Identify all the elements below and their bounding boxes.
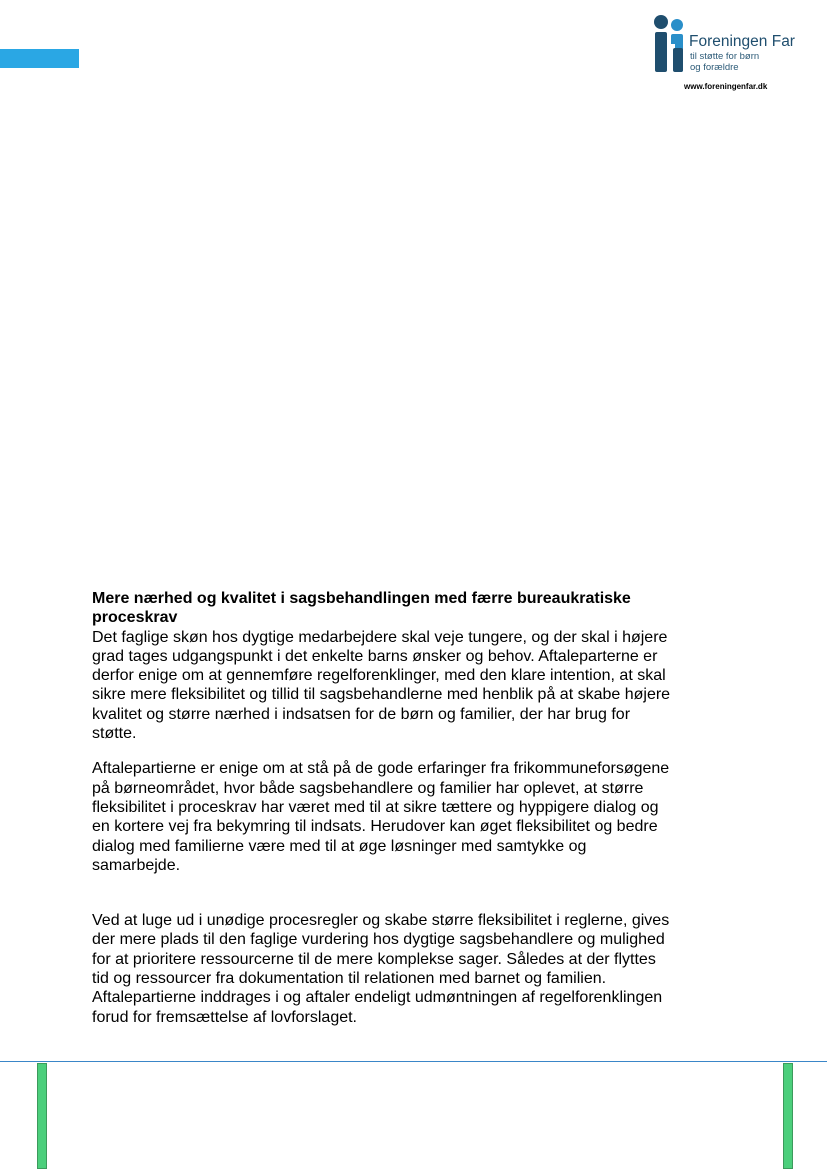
header-accent-bar xyxy=(0,49,79,68)
logo-subtitle-line1: til støtte for børn xyxy=(690,51,760,62)
paragraph: Det faglige skøn hos dygtige medarbejdere skal veje tungere, og der skal i højere grad tages udgangspunkt i det enkelte barns ønsker og behov. Aftaleparterne er derfor enige om at gennemføre regelforenklinger, med den klare intention, at skal sikre mere fleksibilitet og tillid til sagsbehandlerne med henblik på at skabe højere kvalitet og større nærhed i indsatsen for de børn og familier, der har brug for støtte. xyxy=(92,628,671,743)
logo-subtitle-line2: og forældre xyxy=(690,62,739,73)
paragraph: Ved at luge ud i unødige procesregler og skabe større fleksibilitet i reglerne, gives der mere plads til den faglige vurdering hos dygtige sagsbehandlere og mulighed for at prioritere ressourcerne til de mere komplekse sager. Således at der flyttes tid og ressourcer fra dokumentation til relationen med barnet og familien. Aftalepartierne inddrages i og aftaler endeligt udmøntningen af regelforenklingen forud for fremsættelse af lovforslaget. xyxy=(92,912,670,1026)
two-people-logo-icon xyxy=(652,14,688,74)
logo-url: www.foreningenfar.dk xyxy=(684,82,768,91)
foreningen-far-logo xyxy=(652,14,802,94)
footer-left-green-bar xyxy=(37,1063,47,1169)
section-title: Mere nærhed og kvalitet i sagsbehandlingen med færre bureaukratiske proceskrav xyxy=(92,590,631,627)
paragraph: Aftalepartierne er enige om at stå på de gode erfaringer fra frikommuneforsøgene på børneområdet, hvor både sagsbehandlere og familier har oplevet, at større fleksibilitet i proceskrav har været med til at sikre tættere og hyppigere dialog og en kortere vej fra bekymring til indsats. Herudover kan øget fleksibilitet og bedre dialog med familierne være med til at øge løsninger med samtykke og samarbejde. xyxy=(92,760,670,874)
footer-right-green-bar xyxy=(783,1063,793,1169)
logo-title: Foreningen Far xyxy=(689,33,795,50)
footer-divider xyxy=(0,1061,827,1062)
document-body xyxy=(92,589,672,1027)
